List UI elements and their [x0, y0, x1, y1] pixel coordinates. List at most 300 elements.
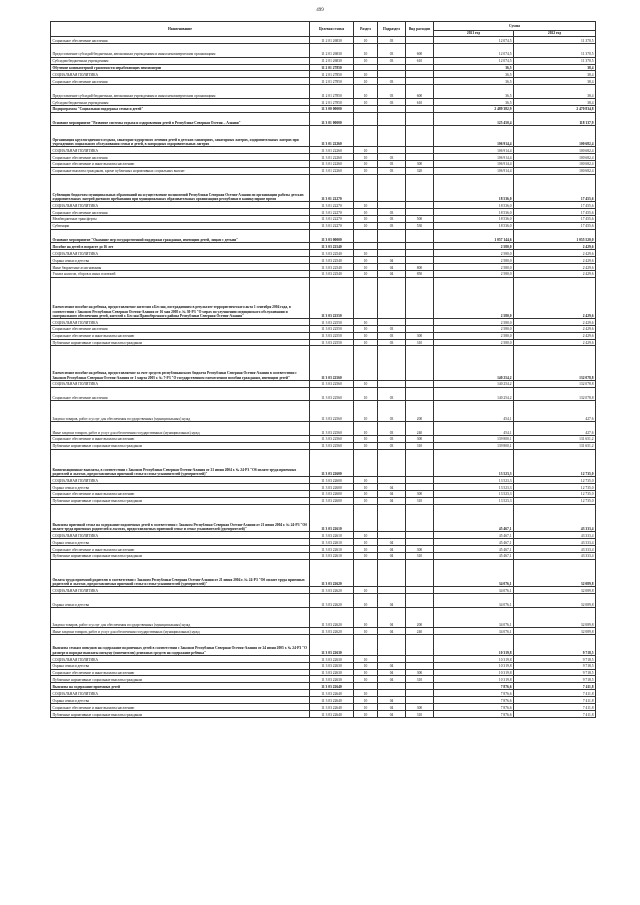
- row-subsection: 03: [378, 37, 406, 44]
- row-code: 11 3 03 22630: [310, 676, 354, 683]
- row-amount-year1: 140 254,2: [434, 380, 514, 387]
- header-year1: 2021 год: [434, 31, 514, 37]
- row-expense-type: [406, 346, 434, 380]
- table-row: [51, 243, 596, 250]
- row-name: СОЦИАЛЬНАЯ ПОЛИТИКА: [51, 655, 310, 662]
- row-section: [354, 346, 378, 380]
- table-row: [51, 167, 596, 174]
- row-code: 11 3 03 22610: [310, 545, 354, 552]
- row-amount-year1: 454,1: [434, 422, 514, 436]
- row-amount-year1: 2 580,0: [434, 263, 514, 270]
- row-name: Социальное обеспечение и иные выплаты населению: [51, 332, 310, 339]
- row-amount-year1: 2 580,0: [434, 277, 514, 318]
- table-row: [51, 346, 596, 380]
- row-name: СОЦИАЛЬНАЯ ПОЛИТИКА: [51, 477, 310, 484]
- row-amount-year2: 12 735,0: [514, 449, 596, 477]
- row-name: Ежемесячное пособие на ребенка, предоставляемое жителям г.Беслан, пострадавшим в результате террористического акта 1 сентября 2004 года, в соответствии с Законом Республики Северная Осетия-Алания от 16 мая 2005 г. № 30-РЗ "О мерах по улучшению медицинского обслуживания и материального обеспечения детей, жителей г. Беслан Правобережного района Республики Северная Осетия-Алания": [51, 277, 310, 318]
- row-name: Выплаты приемной семье на содержание подопечных детей в соответствии с Законом Республики Северная Осетия-Алания от 21 июня 2004 г. № 24-РЗ "Об оплате труда приемных родителей и льготах, предоставляемых приемной семье и семье усыновителей (удочерителей)": [51, 504, 310, 532]
- table-row: [51, 587, 596, 594]
- table-row: [51, 690, 596, 697]
- table-row: [51, 318, 596, 325]
- row-amount-year2: 9 718,5: [514, 662, 596, 669]
- row-code: 11 3 03 22630: [310, 662, 354, 669]
- row-name: Социальное обеспечение населения: [51, 78, 310, 85]
- row-code: 11 3 03 22550: [310, 325, 354, 332]
- row-amount-year2: 12 735,0: [514, 483, 596, 490]
- row-section: 10: [354, 215, 378, 222]
- row-code: 11 3 03 22600: [310, 483, 354, 490]
- row-name: Социальное обеспечение населения: [51, 153, 310, 160]
- row-amount-year2: 43 333,4: [514, 538, 596, 545]
- table-row: [51, 559, 596, 587]
- table-row: [51, 669, 596, 676]
- row-subsection: [378, 71, 406, 78]
- row-amount-year2: 2 429,6: [514, 243, 596, 250]
- row-section: 10: [354, 339, 378, 346]
- row-expense-type: [406, 683, 434, 690]
- row-subsection: [378, 147, 406, 154]
- row-expense-type: [406, 147, 434, 154]
- row-subsection: [378, 126, 406, 147]
- row-expense-type: [406, 387, 434, 401]
- row-amount-year1: 13 523,3: [434, 483, 514, 490]
- row-expense-type: 310: [406, 676, 434, 683]
- row-subsection: 03: [378, 442, 406, 449]
- row-subsection: 04: [378, 257, 406, 264]
- row-name: Иные бюджетные ассигнования: [51, 263, 310, 270]
- row-section: [354, 277, 378, 318]
- row-name: Охрана семьи и детства: [51, 483, 310, 490]
- table-row: [51, 250, 596, 257]
- row-subsection: 03: [378, 43, 406, 57]
- row-code: 11 3 03 22640: [310, 683, 354, 690]
- row-section: 10: [354, 202, 378, 209]
- row-section: 10: [354, 538, 378, 545]
- row-code: 11 3 03 22620: [310, 593, 354, 607]
- row-code: 11 3 01 22260: [310, 167, 354, 174]
- row-subsection: 03: [378, 153, 406, 160]
- row-code: 11 2 01 27850: [310, 78, 354, 85]
- table-row: [51, 277, 596, 318]
- row-amount-year1: 7 876,6: [434, 697, 514, 704]
- row-subsection: [378, 587, 406, 594]
- row-code: 11 3 03 22600: [310, 449, 354, 477]
- row-name: Выплаты семьям опекунов на содержание подопечных детей в соответствии с Законом Республики Северная Осетия-Алания от 24 июня 2005 г. № 24-РЗ "О размере и порядке выплаты опекуну (попечителю) денежных средств на содержание ребенка": [51, 635, 310, 656]
- row-amount-year1: 34 076,1: [434, 593, 514, 607]
- row-name: Основное мероприятие "Развитие системы отдыха и оздоровления детей в Республике Северная Осетия – Алания": [51, 112, 310, 126]
- row-amount-year2: 2 429,6: [514, 250, 596, 257]
- row-section: 10: [354, 587, 378, 594]
- row-subsection: [378, 112, 406, 126]
- row-code: 11 3 01 22270: [310, 174, 354, 202]
- row-section: [354, 174, 378, 202]
- row-section: [354, 64, 378, 71]
- row-code: 11 3 00 00000: [310, 105, 354, 112]
- row-section: 10: [354, 222, 378, 229]
- row-amount-year2: 38,4: [514, 78, 596, 85]
- row-section: 10: [354, 380, 378, 387]
- row-code: 11 3 03 22600: [310, 497, 354, 504]
- row-name: Иные закупки товаров, работ и услуг для обеспечения государственных (муниципальных) нужд: [51, 422, 310, 436]
- row-amount-year1: 34 076,1: [434, 559, 514, 587]
- row-code: 11 3 03 22560: [310, 387, 354, 401]
- row-name: Субсидии бюджетным учреждениям: [51, 57, 310, 64]
- row-name: Социальное обеспечение и иные выплаты населению: [51, 160, 310, 167]
- row-amount-year1: 139 800,1: [434, 442, 514, 449]
- row-code: 11 3 03 22600: [310, 477, 354, 484]
- header-code: Целевая статья: [310, 22, 354, 37]
- row-expense-type: [406, 71, 434, 78]
- row-name: СОЦИАЛЬНАЯ ПОЛИТИКА: [51, 690, 310, 697]
- row-code: 11 3 03 22600: [310, 490, 354, 497]
- row-amount-year1: 13 523,3: [434, 490, 514, 497]
- row-expense-type: [406, 504, 434, 532]
- row-code: 11 3 03 22630: [310, 669, 354, 676]
- row-amount-year1: 12 074,5: [434, 57, 514, 64]
- row-expense-type: 310: [406, 552, 434, 559]
- row-expense-type: [406, 64, 434, 71]
- row-name: СОЦИАЛЬНАЯ ПОЛИТИКА: [51, 250, 310, 257]
- row-section: 10: [354, 477, 378, 484]
- row-code: 11 3 01 22260: [310, 147, 354, 154]
- row-amount-year2: 38,4: [514, 98, 596, 105]
- row-expense-type: [406, 208, 434, 215]
- table-row: [51, 257, 596, 264]
- row-expense-type: [406, 37, 434, 44]
- row-amount-year1: 10 319,8: [434, 635, 514, 656]
- row-expense-type: 310: [406, 339, 434, 346]
- row-amount-year1: 12 074,5: [434, 37, 514, 44]
- row-expense-type: [406, 243, 434, 250]
- row-amount-year1: 12 074,5: [434, 43, 514, 57]
- table-row: [51, 229, 596, 243]
- row-code: 11 3 03 22640: [310, 710, 354, 717]
- row-name: Публичные нормативные социальные выплаты гражданам: [51, 339, 310, 346]
- row-section: 10: [354, 270, 378, 277]
- row-amount-year1: 13 523,3: [434, 497, 514, 504]
- row-expense-type: [406, 112, 434, 126]
- row-subsection: 04: [378, 703, 406, 710]
- table-row: [51, 442, 596, 449]
- row-amount-year2: 9 718,5: [514, 676, 596, 683]
- row-code: 11 3 03 22560: [310, 435, 354, 442]
- row-expense-type: [406, 202, 434, 209]
- table-row: [51, 153, 596, 160]
- row-section: 10: [354, 655, 378, 662]
- row-amount-year2: 17 455,6: [514, 202, 596, 209]
- row-amount-year1: 45 467,1: [434, 532, 514, 539]
- row-code: 11 3 03 22550: [310, 277, 354, 318]
- row-name: Предоставление субсидий бюджетным, автономным учреждениям и иным некоммерческим организациям: [51, 85, 310, 99]
- row-subsection: [378, 318, 406, 325]
- row-amount-year1: 34 076,1: [434, 628, 514, 635]
- table-row: [51, 538, 596, 545]
- row-subsection: 03: [378, 339, 406, 346]
- row-amount-year2: 17 455,6: [514, 215, 596, 222]
- row-code: 11 3 03 22610: [310, 552, 354, 559]
- row-expense-type: [406, 483, 434, 490]
- table-row: [51, 504, 596, 532]
- row-amount-year2: 132 078,8: [514, 387, 596, 401]
- row-amount-year1: 7 876,6: [434, 703, 514, 710]
- row-code: 11 2 01 26830: [310, 43, 354, 57]
- row-amount-year1: 2 580,0: [434, 325, 514, 332]
- row-amount-year1: 454,1: [434, 401, 514, 422]
- row-amount-year2: 32 089,8: [514, 607, 596, 628]
- table-row: [51, 71, 596, 78]
- row-amount-year2: 17 455,6: [514, 222, 596, 229]
- table-row: [51, 325, 596, 332]
- row-subsection: [378, 477, 406, 484]
- row-amount-year2: 17 455,6: [514, 174, 596, 202]
- row-section: 10: [354, 387, 378, 401]
- row-subsection: 04: [378, 676, 406, 683]
- row-amount-year1: 106 914,4: [434, 153, 514, 160]
- row-expense-type: [406, 635, 434, 656]
- row-amount-year1: 10 319,8: [434, 676, 514, 683]
- row-name: Охрана семьи и детства: [51, 257, 310, 264]
- row-name: Охрана семьи и детства: [51, 593, 310, 607]
- table-row: [51, 477, 596, 484]
- row-expense-type: 600: [406, 43, 434, 57]
- row-amount-year2: 43 333,4: [514, 552, 596, 559]
- row-section: 10: [354, 593, 378, 607]
- table-row: [51, 147, 596, 154]
- row-section: 10: [354, 710, 378, 717]
- row-amount-year2: 32 089,8: [514, 593, 596, 607]
- row-amount-year2: 12 735,0: [514, 477, 596, 484]
- row-code: 11 3 03 22640: [310, 697, 354, 704]
- row-amount-year1: 2 580,0: [434, 270, 514, 277]
- row-subsection: 03: [378, 435, 406, 442]
- row-expense-type: 530: [406, 222, 434, 229]
- row-code: 11 3 03 22560: [310, 422, 354, 436]
- row-code: 11 3 03 22610: [310, 504, 354, 532]
- row-amount-year2: 32 089,8: [514, 587, 596, 594]
- row-name: Пособие на детей в возрасте до 16 лет: [51, 243, 310, 250]
- row-amount-year2: 132 078,8: [514, 380, 596, 387]
- row-name: Социальное обеспечение и иные выплаты населению: [51, 669, 310, 676]
- row-code: 11 3 03 22560: [310, 346, 354, 380]
- row-name: Охрана семьи и детства: [51, 538, 310, 545]
- row-expense-type: [406, 697, 434, 704]
- row-amount-year1: 10 319,8: [434, 669, 514, 676]
- row-expense-type: 240: [406, 422, 434, 436]
- row-section: 10: [354, 98, 378, 105]
- header-name: Наименование: [51, 22, 310, 37]
- row-subsection: 04: [378, 607, 406, 628]
- row-code: 11 2 01 27850: [310, 71, 354, 78]
- row-amount-year1: 18 536,0: [434, 202, 514, 209]
- row-code: 11 3 03 22620: [310, 587, 354, 594]
- row-expense-type: 600: [406, 85, 434, 99]
- row-code: 11 3 01 22270: [310, 202, 354, 209]
- row-section: 10: [354, 43, 378, 57]
- row-name: Социальное обеспечение и иные выплаты населению: [51, 703, 310, 710]
- table-row: [51, 703, 596, 710]
- row-code: 11 3 03 22550: [310, 318, 354, 325]
- table-row: [51, 208, 596, 215]
- row-subsection: [378, 105, 406, 112]
- table-row: [51, 483, 596, 490]
- row-expense-type: 310: [406, 710, 434, 717]
- table-row: [51, 98, 596, 105]
- row-section: 10: [354, 71, 378, 78]
- row-subsection: [378, 449, 406, 477]
- row-code: 11 3 03 22540: [310, 250, 354, 257]
- table-row: [51, 57, 596, 64]
- table-row: [51, 710, 596, 717]
- row-section: 10: [354, 497, 378, 504]
- row-section: 10: [354, 57, 378, 64]
- row-amount-year1: 2 580,0: [434, 243, 514, 250]
- row-expense-type: [406, 559, 434, 587]
- row-code: 11 3 03 22640: [310, 690, 354, 697]
- row-amount-year2: 131 651,2: [514, 435, 596, 442]
- row-name: Публичные нормативные социальные выплаты гражданам: [51, 710, 310, 717]
- header-sum: Сумма: [434, 22, 596, 31]
- row-expense-type: [406, 153, 434, 160]
- row-section: 10: [354, 690, 378, 697]
- row-amount-year1: 106 914,4: [434, 160, 514, 167]
- row-name: Субвенции: [51, 222, 310, 229]
- row-name: Компенсационные выплаты, в соответствии с Законом Республики Северная Осетия-Алания от 21 июня 2004 г. № 24-РЗ "Об оплате труда приемных родителей и льготах, предоставляемых приемной семье и семье усыновителей (удочерителей)": [51, 449, 310, 477]
- row-expense-type: [406, 174, 434, 202]
- row-name: Социальное обеспечение населения: [51, 387, 310, 401]
- row-expense-type: 500: [406, 215, 434, 222]
- row-amount-year1: 7 876,6: [434, 683, 514, 690]
- row-section: 10: [354, 435, 378, 442]
- row-subsection: 03: [378, 160, 406, 167]
- table-row: [51, 497, 596, 504]
- row-name: Социальное обеспечение населения: [51, 208, 310, 215]
- row-subsection: [378, 504, 406, 532]
- table-row: [51, 85, 596, 99]
- row-subsection: 03: [378, 167, 406, 174]
- row-section: 10: [354, 325, 378, 332]
- row-name: Социальное обеспечение населения: [51, 325, 310, 332]
- table-row: [51, 339, 596, 346]
- row-code: 11 3 03 22620: [310, 628, 354, 635]
- row-amount-year2: 7 411,8: [514, 697, 596, 704]
- row-expense-type: [406, 380, 434, 387]
- row-amount-year2: 427,6: [514, 401, 596, 422]
- row-name: Субвенции бюджетам муниципальных образований на осуществление полномочий Республики Северная Осетия-Алания по организации работы детских оздоровительных лагерей дневного пребывания при муниципальных образовательных организациях республики в каникулярное время: [51, 174, 310, 202]
- row-code: 11 3 01 00000: [310, 112, 354, 126]
- row-subsection: 04: [378, 628, 406, 635]
- row-code: 11 3 01 22260: [310, 160, 354, 167]
- table-row: [51, 490, 596, 497]
- row-amount-year1: 36,5: [434, 71, 514, 78]
- row-subsection: [378, 202, 406, 209]
- row-code: 11 2 01 27850: [310, 98, 354, 105]
- table-row: [51, 422, 596, 436]
- row-amount-year1: 7 876,6: [434, 710, 514, 717]
- row-subsection: 04: [378, 490, 406, 497]
- table-row: [51, 655, 596, 662]
- row-amount-year2: 38,4: [514, 64, 596, 71]
- table-row: [51, 270, 596, 277]
- row-subsection: [378, 532, 406, 539]
- row-name: Обучение компьютерной грамотности неработающих пенсионеров: [51, 64, 310, 71]
- row-name: СОЦИАЛЬНАЯ ПОЛИТИКА: [51, 147, 310, 154]
- row-section: 10: [354, 607, 378, 628]
- row-expense-type: [406, 449, 434, 477]
- row-expense-type: 300: [406, 669, 434, 676]
- row-section: 10: [354, 78, 378, 85]
- row-amount-year2: 100 682,4: [514, 153, 596, 160]
- row-amount-year2: 17 455,6: [514, 208, 596, 215]
- row-name: Публичные нормативные социальные выплаты гражданам: [51, 676, 310, 683]
- row-section: 10: [354, 37, 378, 44]
- table-row: [51, 202, 596, 209]
- row-subsection: [378, 635, 406, 656]
- row-amount-year1: 13 523,3: [434, 477, 514, 484]
- table-row: [51, 78, 596, 85]
- table-row: [51, 628, 596, 635]
- row-code: 11 3 03 22630: [310, 635, 354, 656]
- row-subsection: 03: [378, 215, 406, 222]
- table-header: [51, 22, 596, 37]
- row-amount-year2: 100 682,4: [514, 167, 596, 174]
- row-amount-year1: 36,5: [434, 85, 514, 99]
- row-expense-type: [406, 325, 434, 332]
- row-amount-year2: 100 682,4: [514, 160, 596, 167]
- row-name: Охрана семьи и детства: [51, 662, 310, 669]
- row-amount-year2: 43 333,4: [514, 545, 596, 552]
- row-amount-year1: 125 450,4: [434, 112, 514, 126]
- row-amount-year1: 2 489 382,9: [434, 105, 514, 112]
- row-amount-year2: 2 429,6: [514, 277, 596, 318]
- row-code: 11 3 01 22270: [310, 208, 354, 215]
- row-expense-type: [406, 105, 434, 112]
- row-subsection: 04: [378, 662, 406, 669]
- row-expense-type: [406, 690, 434, 697]
- row-code: 11 3 03 22610: [310, 538, 354, 545]
- row-expense-type: [406, 257, 434, 264]
- row-amount-year2: 43 333,4: [514, 504, 596, 532]
- row-amount-year1: 10 319,8: [434, 662, 514, 669]
- row-expense-type: 300: [406, 435, 434, 442]
- row-subsection: 04: [378, 263, 406, 270]
- row-amount-year1: 2 580,0: [434, 257, 514, 264]
- row-expense-type: 300: [406, 332, 434, 339]
- row-expense-type: 610: [406, 98, 434, 105]
- row-amount-year2: 32 089,8: [514, 559, 596, 587]
- row-code: 11 3 01 22270: [310, 215, 354, 222]
- row-section: 10: [354, 167, 378, 174]
- row-subsection: 04: [378, 483, 406, 490]
- row-amount-year1: 139 800,1: [434, 435, 514, 442]
- row-section: 10: [354, 208, 378, 215]
- table-row: [51, 64, 596, 71]
- row-section: 10: [354, 662, 378, 669]
- row-expense-type: 300: [406, 160, 434, 167]
- row-subsection: 03: [378, 422, 406, 436]
- table-row: [51, 43, 596, 57]
- row-amount-year1: 10 319,8: [434, 655, 514, 662]
- row-expense-type: 310: [406, 497, 434, 504]
- row-amount-year1: 106 914,4: [434, 147, 514, 154]
- row-code: 11 3 03 22540: [310, 243, 354, 250]
- row-amount-year1: 13 523,3: [434, 449, 514, 477]
- row-name: СОЦИАЛЬНАЯ ПОЛИТИКА: [51, 587, 310, 594]
- row-amount-year2: 132 078,8: [514, 346, 596, 380]
- row-amount-year1: 140 254,2: [434, 387, 514, 401]
- table-row: [51, 697, 596, 704]
- row-code: 11 3 03 22540: [310, 263, 354, 270]
- row-expense-type: [406, 532, 434, 539]
